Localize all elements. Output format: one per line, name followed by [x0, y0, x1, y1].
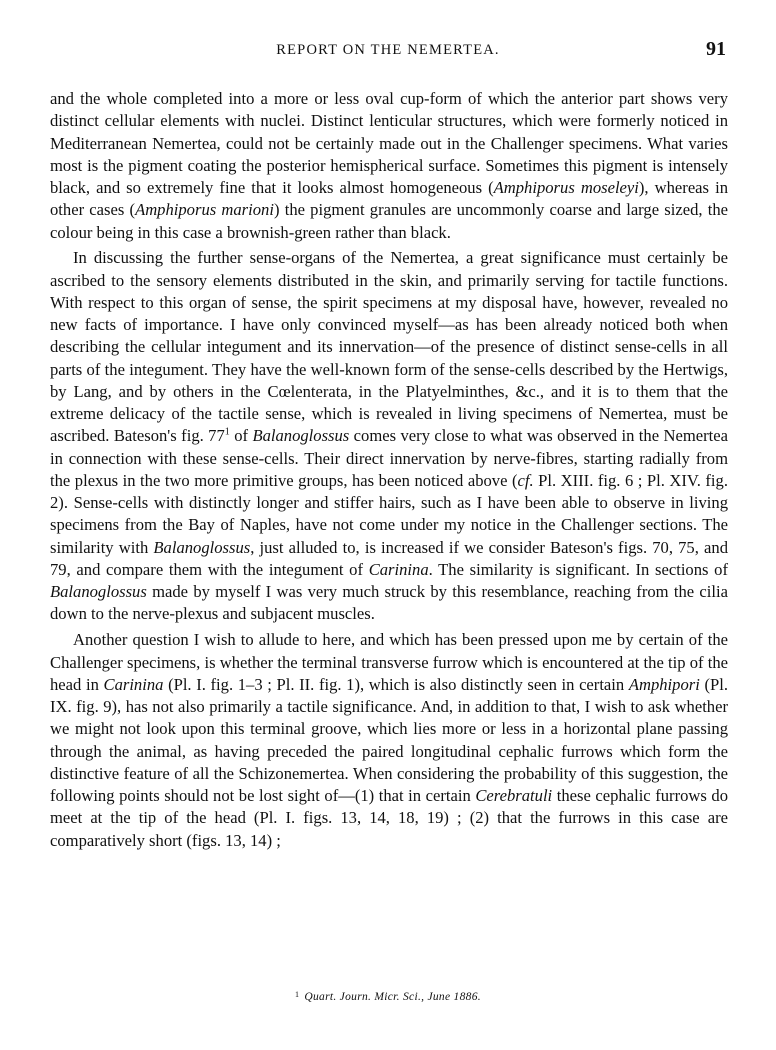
page-number: 91 [706, 38, 726, 60]
footnote-text: Quart. Journ. Micr. Sci., June 1886. [304, 991, 481, 1003]
paragraph-1: and the whole completed into a more or less oval cup-form of which the anterior part shows very distinct cellular elements with nuclei. Distinct lenticular structures, which were formerly noticed in Mediterranean Nemertea, could not be certainly made out in the Challenger specimens. What varies most is the pigment coating the posterior hemispherical surface. Sometimes this pigment is intensely black, and so extremely fine that it looks almost homogeneous (Amphiporus moseleyi), whereas in other cases (Amphiporus marioni) the pigment granules are uncommonly coarse and large sized, the colour being in this case a brownish-green rather than black. [50, 89, 729, 242]
paragraph-3: Another question I wish to allude to here, and which has been pressed upon me by certain of the Challenger specimens, is whether the terminal transverse furrow which is encountered at the tip of the head in Carinina (Pl. I. fig. 1–3 ; Pl. II. fig. 1), which is also distinctly seen in certain Amphipori (Pl. IX. fig. 9), has not also primarily a tactile significance. And, in addition to that, I wish to ask whether we might not look upon this terminal groove, which lies more or less in a horizontal plane passing through the animal, as having preceded the paired longitudinal cephalic furrows which form the distinctive feature of all the Schizonemertea. When considering the probability of this suggestion, the following points should not be lost sight of—(1) that in certain Cerebratuli these cephalic furrows do meet at the tip of the head (Pl. I. figs. 13, 14, 18, 19) ; (2) that the furrows in this case are comparatively short (figs. 13, 14) ; [50, 630, 728, 850]
page-header [0, 38, 776, 68]
footnote [0, 990, 776, 1003]
footnote-marker: 1 [295, 990, 300, 999]
body-text [50, 88, 728, 856]
paragraph-2: In discussing the further sense-organs of the Nemertea, a great significance must certainly be ascribed to the sensory elements distributed in the skin, and primarily serving for tactile functions. With respect to this organ of sense, the spirit specimens at my disposal have, however, revealed no new facts of importance. I have only convinced myself—as has been already noticed both when describing the cellular integument and its innervation—of the presence of distinct sense-cells in all parts of the integument. They have the well-known form of the sense-cells described by the Hertwigs, by Lang, and by others in the Cœlenterata, in the Platyelminthes, &c., and it is to them that the extreme delicacy of the tactile sense, which is revealed in living specimens of Nemertea, must be ascribed. Bateson's fig. $77^1$ of Balanoglossus comes very close to what was observed in the Nemertea in connection with these sense-cells. Their direct innervation by nerve-fibres, starting radially from the plexus in the two more primitive groups, has been noticed above (cf. Pl. XIII. fig. 6 ; Pl. XIV. fig. 2). Sense-cells with distinctly longer and stiffer hairs, such as I have been able to observe in living specimens from the Bay of Naples, have not come under my notice in the Challenger sections. The similarity with Balanoglossus, just alluded to, is increased if we consider Bateson's figs. 70, 75, and 79, and compare them with the integument of Carinina. The similarity is significant. In sections of Balanoglossus made by myself I was very much struck by this resemblance, reaching from the cilia down to the nerve-plexus and subjacent muscles. [50, 248, 728, 624]
running-title: REPORT ON THE NEMERTEA. [276, 42, 500, 58]
